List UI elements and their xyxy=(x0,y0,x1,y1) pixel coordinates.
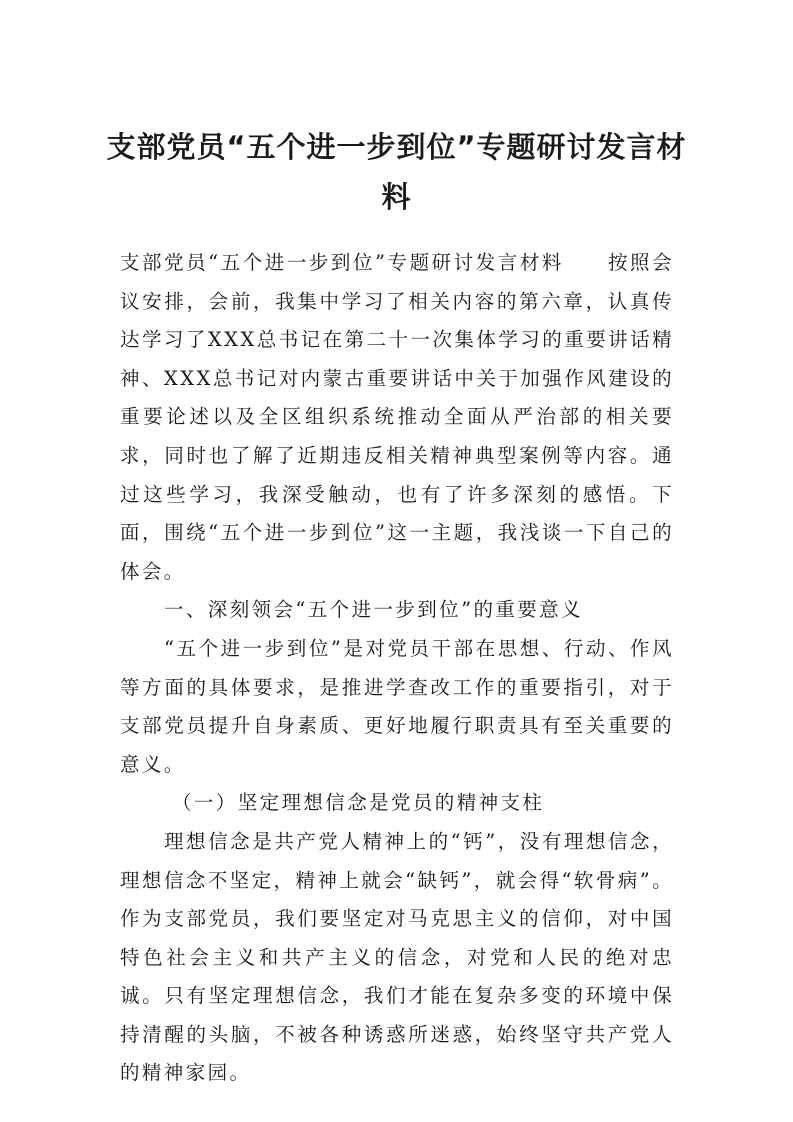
body-paragraph: 理想信念是共产党人精神上的“钙”，没有理想信念，理想信念不坚定，精神上就会“缺钙”，就会得“软骨病”。作为支部党员，我们要坚定对马克思主义的信仰，对中国特色社会主义和共产主义的信念，对党和人民的绝对忠诚。只有坚定理想信念，我们才能在复杂多变的环境中保持清醒的头脑，不被各种诱惑所迷惑，始终坚守共产党人的精神家园。 xyxy=(120,829,674,1085)
intro-paragraph: 支部党员“五个进一步到位”专题研讨发言材料 按照会议安排，会前，我集中学习了相关内容的第六章，认真传达学习了XXX总书记在第二十一次集体学习的重要讲话精神、XXX总书记对内蒙古重要讲话中关于加强作风建设的重要论述以及全区组织系统推动全面从严治部的相关要求，同时也了解了近期违反相关精神典型案例等内容。通过这些学习，我深受触动，也有了许多深刻的感悟。下面，围绕“五个进一步到位”这一主题，我浅谈一下自己的体会。 xyxy=(120,251,674,583)
document-title: 支部党员“五个进一步到位”专题研讨发言材料 xyxy=(106,130,687,214)
section-heading: 一、深刻领会“五个进一步到位”的重要意义 xyxy=(164,598,583,622)
section-subheading: （一）坚定理想信念是党员的精神支柱 xyxy=(172,791,545,815)
document-body xyxy=(120,244,674,1093)
body-paragraph: “五个进一步到位”是对党员干部在思想、行动、作风等方面的具体要求，是推进学查改工作的重要指引，对于支部党员提升自身素质、更好地履行职责具有至关重要的意义。 xyxy=(120,636,674,776)
